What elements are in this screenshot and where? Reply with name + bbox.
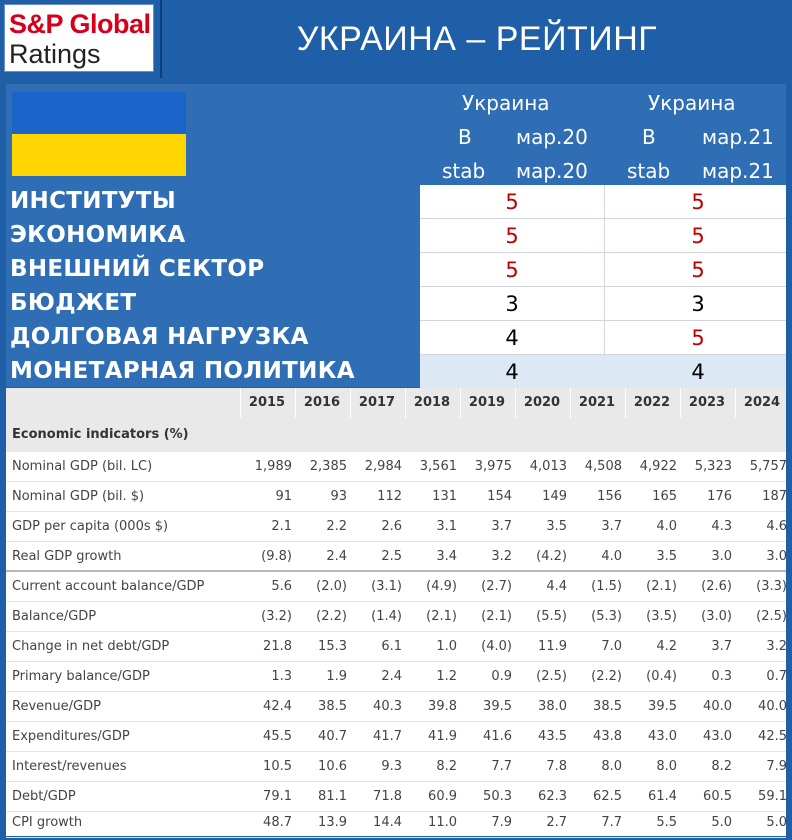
cell-2018: 11.0 xyxy=(428,815,457,830)
col2-country: Украина xyxy=(648,91,736,115)
cell-2016: 10.6 xyxy=(318,759,347,774)
rating-column-headers xyxy=(420,84,786,185)
table-row xyxy=(6,452,786,482)
cell-2024: 5.0 xyxy=(766,815,787,830)
row-label: Real GDP growth xyxy=(12,549,122,564)
cell-2018: 39.8 xyxy=(428,699,457,714)
cell-2022: 3.5 xyxy=(656,549,677,564)
col2-outlook: stab xyxy=(627,159,671,183)
cell-2020: 38.0 xyxy=(538,699,567,714)
row-label: Debt/GDP xyxy=(12,789,76,804)
row-label: Expenditures/GDP xyxy=(12,729,130,744)
section-label: Economic indicators (%) xyxy=(12,427,189,442)
cell-2015: 45.5 xyxy=(263,729,292,744)
cell-2017: (3.1) xyxy=(371,579,402,594)
category-institutions: ИНСТИТУТЫ xyxy=(10,188,176,214)
cell-2020: 4,013 xyxy=(529,459,567,474)
score-2020: 4 xyxy=(505,326,519,350)
category-economy: ЭКОНОМИКА xyxy=(10,222,186,248)
year-header-2016: 2016 xyxy=(303,395,341,410)
table-row xyxy=(6,542,786,572)
cell-2021: 156 xyxy=(597,489,622,504)
cell-2016: 2.2 xyxy=(326,519,347,534)
row-label: Interest/revenues xyxy=(12,759,127,774)
cell-2020: 43.5 xyxy=(538,729,567,744)
cell-2015: 91 xyxy=(275,489,292,504)
year-header-2018: 2018 xyxy=(413,395,451,410)
cell-2023: (2.6) xyxy=(701,579,732,594)
cell-2016: 93 xyxy=(330,489,347,504)
cell-2017: 9.3 xyxy=(381,759,402,774)
cell-2024: 42.5 xyxy=(758,729,787,744)
table-row xyxy=(6,482,786,512)
cell-2024: 59.1 xyxy=(758,789,787,804)
cell-2024: 7.9 xyxy=(766,759,787,774)
cell-2017: 112 xyxy=(377,489,402,504)
cell-2019: 39.5 xyxy=(483,699,512,714)
cell-2015: 1,989 xyxy=(254,459,292,474)
logo-line2: Ratings xyxy=(9,39,101,69)
cell-2018: 1.0 xyxy=(436,639,457,654)
cell-2015: (9.8) xyxy=(261,549,292,564)
row-label: Change in net debt/GDP xyxy=(12,639,170,654)
cell-2015: 5.6 xyxy=(271,579,292,594)
cell-2023: 0.3 xyxy=(711,669,732,684)
ukraine-flag-icon xyxy=(12,92,186,176)
cell-2020: 3.5 xyxy=(546,519,567,534)
cell-2023: 8.2 xyxy=(711,759,732,774)
cell-2018: 131 xyxy=(432,489,457,504)
cell-2021: 7.0 xyxy=(601,639,622,654)
col1-outlook: stab xyxy=(442,159,486,183)
cell-2015: 42.4 xyxy=(263,699,292,714)
row-label: Primary balance/GDP xyxy=(12,669,150,684)
row-label: GDP per capita (000s $) xyxy=(12,519,169,534)
cell-2020: 11.9 xyxy=(538,639,567,654)
cell-2018: 41.9 xyxy=(428,729,457,744)
score-2021: 5 xyxy=(691,326,705,350)
cell-2021: (5.3) xyxy=(591,609,622,624)
row-label: Revenue/GDP xyxy=(12,699,101,714)
cell-2021: 4.0 xyxy=(601,549,622,564)
row-label: CPI growth xyxy=(12,815,83,830)
year-header-2021: 2021 xyxy=(578,395,616,410)
table-row xyxy=(6,512,786,542)
score-2020: 5 xyxy=(505,190,519,214)
cell-2022: 8.0 xyxy=(656,759,677,774)
cell-2015: (3.2) xyxy=(261,609,292,624)
cell-2021: 38.5 xyxy=(593,699,622,714)
cell-2017: 2.5 xyxy=(381,549,402,564)
cell-2022: 39.5 xyxy=(648,699,677,714)
col2-outlook-date: мар.21 xyxy=(702,159,774,183)
cell-2015: 2.1 xyxy=(271,519,292,534)
year-header-2022: 2022 xyxy=(633,395,671,410)
cell-2024: (2.5) xyxy=(756,609,787,624)
cell-2024: (3.3) xyxy=(756,579,787,594)
cell-2023: 176 xyxy=(707,489,732,504)
cell-2022: 4.2 xyxy=(656,639,677,654)
cell-2021: 62.5 xyxy=(593,789,622,804)
cell-2019: 3,975 xyxy=(474,459,512,474)
cell-2023: 3.7 xyxy=(711,639,732,654)
economic-indicators-table xyxy=(6,388,786,836)
row-label: Balance/GDP xyxy=(12,609,97,624)
section-header xyxy=(6,418,786,452)
cell-2017: 2,984 xyxy=(364,459,402,474)
cell-2021: (2.2) xyxy=(591,669,622,684)
cell-2021: 8.0 xyxy=(601,759,622,774)
cell-2015: 21.8 xyxy=(263,639,292,654)
score-2021: 3 xyxy=(691,292,705,316)
category-debt-burden: ДОЛГОВАЯ НАГРУЗКА xyxy=(10,324,309,350)
cell-2018: 60.9 xyxy=(428,789,457,804)
table-row xyxy=(6,692,786,722)
cell-2019: (2.1) xyxy=(481,609,512,624)
row-label: Current account balance/GDP xyxy=(12,579,205,594)
table-row xyxy=(6,722,786,752)
year-header-row xyxy=(6,388,786,418)
category-monetary-policy: МОНЕТАРНАЯ ПОЛИТИКА xyxy=(10,358,355,384)
cell-2024: 4.6 xyxy=(766,519,787,534)
score-row xyxy=(420,287,786,321)
cell-2024: 0.7 xyxy=(766,669,787,684)
score-2020: 5 xyxy=(505,258,519,282)
cell-2021: 4,508 xyxy=(584,459,622,474)
score-2021: 5 xyxy=(691,258,705,282)
cell-2015: 48.7 xyxy=(263,815,292,830)
cell-2019: 50.3 xyxy=(483,789,512,804)
cell-2022: 4,922 xyxy=(639,459,677,474)
cell-2023: (3.0) xyxy=(701,609,732,624)
score-row xyxy=(420,253,786,287)
cell-2019: 154 xyxy=(487,489,512,504)
page-title: УКРАИНА – РЕЙТИНГ xyxy=(296,20,658,58)
cell-2022: 165 xyxy=(652,489,677,504)
table-row xyxy=(6,662,786,692)
cell-2021: 7.7 xyxy=(601,815,622,830)
cell-2021: 43.8 xyxy=(593,729,622,744)
rating-panel xyxy=(6,84,786,387)
score-2021: 5 xyxy=(691,190,705,214)
year-header-2015: 2015 xyxy=(248,395,286,410)
cell-2023: 43.0 xyxy=(703,729,732,744)
cell-2016: (2.2) xyxy=(316,609,347,624)
cell-2024: 5,757 xyxy=(749,459,787,474)
year-header-2023: 2023 xyxy=(688,395,726,410)
cell-2020: 62.3 xyxy=(538,789,567,804)
cell-2020: 4.4 xyxy=(546,579,567,594)
category-external-sector: ВНЕШНИЙ СЕКТОР xyxy=(10,256,265,282)
cell-2023: 5.0 xyxy=(711,815,732,830)
cell-2017: 14.4 xyxy=(373,815,402,830)
year-header-2024: 2024 xyxy=(743,395,781,410)
cell-2019: 41.6 xyxy=(483,729,512,744)
logo-line1: S&P Global xyxy=(9,9,151,39)
score-2020: 3 xyxy=(505,292,519,316)
cell-2021: (1.5) xyxy=(591,579,622,594)
cell-2020: (5.5) xyxy=(536,609,567,624)
cell-2017: 71.8 xyxy=(373,789,402,804)
cell-2022: (0.4) xyxy=(646,669,677,684)
cell-2016: (2.0) xyxy=(316,579,347,594)
flag-blue-stripe xyxy=(12,92,186,134)
col1-country: Украина xyxy=(462,91,550,115)
cell-2016: 13.9 xyxy=(318,815,347,830)
cell-2016: 15.3 xyxy=(318,639,347,654)
cell-2022: 4.0 xyxy=(656,519,677,534)
score-2021: 4 xyxy=(691,360,705,384)
cell-2022: 61.4 xyxy=(648,789,677,804)
cell-2020: 149 xyxy=(542,489,567,504)
cell-2019: 7.7 xyxy=(491,759,512,774)
cell-2023: 3.0 xyxy=(711,549,732,564)
cell-2023: 5,323 xyxy=(694,459,732,474)
cell-2019: 7.9 xyxy=(491,815,512,830)
score-row xyxy=(420,185,786,219)
year-header-2020: 2020 xyxy=(523,395,561,410)
cell-2020: (4.2) xyxy=(536,549,567,564)
category-budget: БЮДЖЕТ xyxy=(10,290,137,316)
cell-2017: 41.7 xyxy=(373,729,402,744)
col1-rating: B xyxy=(458,125,472,149)
score-row xyxy=(420,219,786,253)
cell-2017: (1.4) xyxy=(371,609,402,624)
year-header-2019: 2019 xyxy=(468,395,506,410)
cell-2018: 1.2 xyxy=(436,669,457,684)
cell-2023: 60.5 xyxy=(703,789,732,804)
cell-2020: (2.5) xyxy=(536,669,567,684)
score-row xyxy=(420,355,786,389)
cell-2017: 6.1 xyxy=(381,639,402,654)
cell-2017: 40.3 xyxy=(373,699,402,714)
cell-2018: 8.2 xyxy=(436,759,457,774)
cell-2022: 5.5 xyxy=(656,815,677,830)
table-row xyxy=(6,752,786,782)
cell-2023: 40.0 xyxy=(703,699,732,714)
header-bar xyxy=(0,0,792,78)
cell-2019: (2.7) xyxy=(481,579,512,594)
row-label: Nominal GDP (bil. LC) xyxy=(12,459,153,474)
cell-2020: 7.8 xyxy=(546,759,567,774)
col1-outlook-date: мар.20 xyxy=(516,159,588,183)
cell-2017: 2.4 xyxy=(381,669,402,684)
sp-global-logo xyxy=(4,4,154,72)
cell-2016: 81.1 xyxy=(318,789,347,804)
table-row xyxy=(6,632,786,662)
cell-2015: 10.5 xyxy=(263,759,292,774)
table-row xyxy=(6,572,786,602)
cell-2016: 2,385 xyxy=(309,459,347,474)
flag-yellow-stripe xyxy=(12,134,186,176)
cell-2024: 187 xyxy=(762,489,787,504)
cell-2015: 1.3 xyxy=(271,669,292,684)
cell-2019: 3.7 xyxy=(491,519,512,534)
table-row xyxy=(6,602,786,632)
cell-2018: 3,561 xyxy=(419,459,457,474)
score-row xyxy=(420,321,786,355)
cell-2019: 3.2 xyxy=(491,549,512,564)
cell-2024: 40.0 xyxy=(758,699,787,714)
cell-2018: 3.4 xyxy=(436,549,457,564)
cell-2019: (4.0) xyxy=(481,639,512,654)
cell-2017: 2.6 xyxy=(381,519,402,534)
cell-2024: 3.0 xyxy=(766,549,787,564)
cell-2022: (2.1) xyxy=(646,579,677,594)
cell-2016: 2.4 xyxy=(326,549,347,564)
col1-rating-date: мар.20 xyxy=(516,125,588,149)
cell-2018: 3.1 xyxy=(436,519,457,534)
row-label: Nominal GDP (bil. $) xyxy=(12,489,145,504)
cell-2016: 1.9 xyxy=(326,669,347,684)
table-row xyxy=(6,808,786,838)
cell-2024: 3.2 xyxy=(766,639,787,654)
cell-2018: (4.9) xyxy=(426,579,457,594)
score-2020: 4 xyxy=(505,360,519,384)
score-2021: 5 xyxy=(691,224,705,248)
cell-2019: 0.9 xyxy=(491,669,512,684)
col2-rating-date: мар.21 xyxy=(702,125,774,149)
cell-2022: 43.0 xyxy=(648,729,677,744)
cell-2016: 40.7 xyxy=(318,729,347,744)
cell-2018: (2.1) xyxy=(426,609,457,624)
cell-2022: (3.5) xyxy=(646,609,677,624)
cell-2023: 4.3 xyxy=(711,519,732,534)
cell-2020: 2.7 xyxy=(546,815,567,830)
cell-2016: 38.5 xyxy=(318,699,347,714)
year-header-2017: 2017 xyxy=(358,395,396,410)
col2-rating: B xyxy=(642,125,656,149)
cell-2015: 79.1 xyxy=(263,789,292,804)
score-2020: 5 xyxy=(505,224,519,248)
cell-2021: 3.7 xyxy=(601,519,622,534)
